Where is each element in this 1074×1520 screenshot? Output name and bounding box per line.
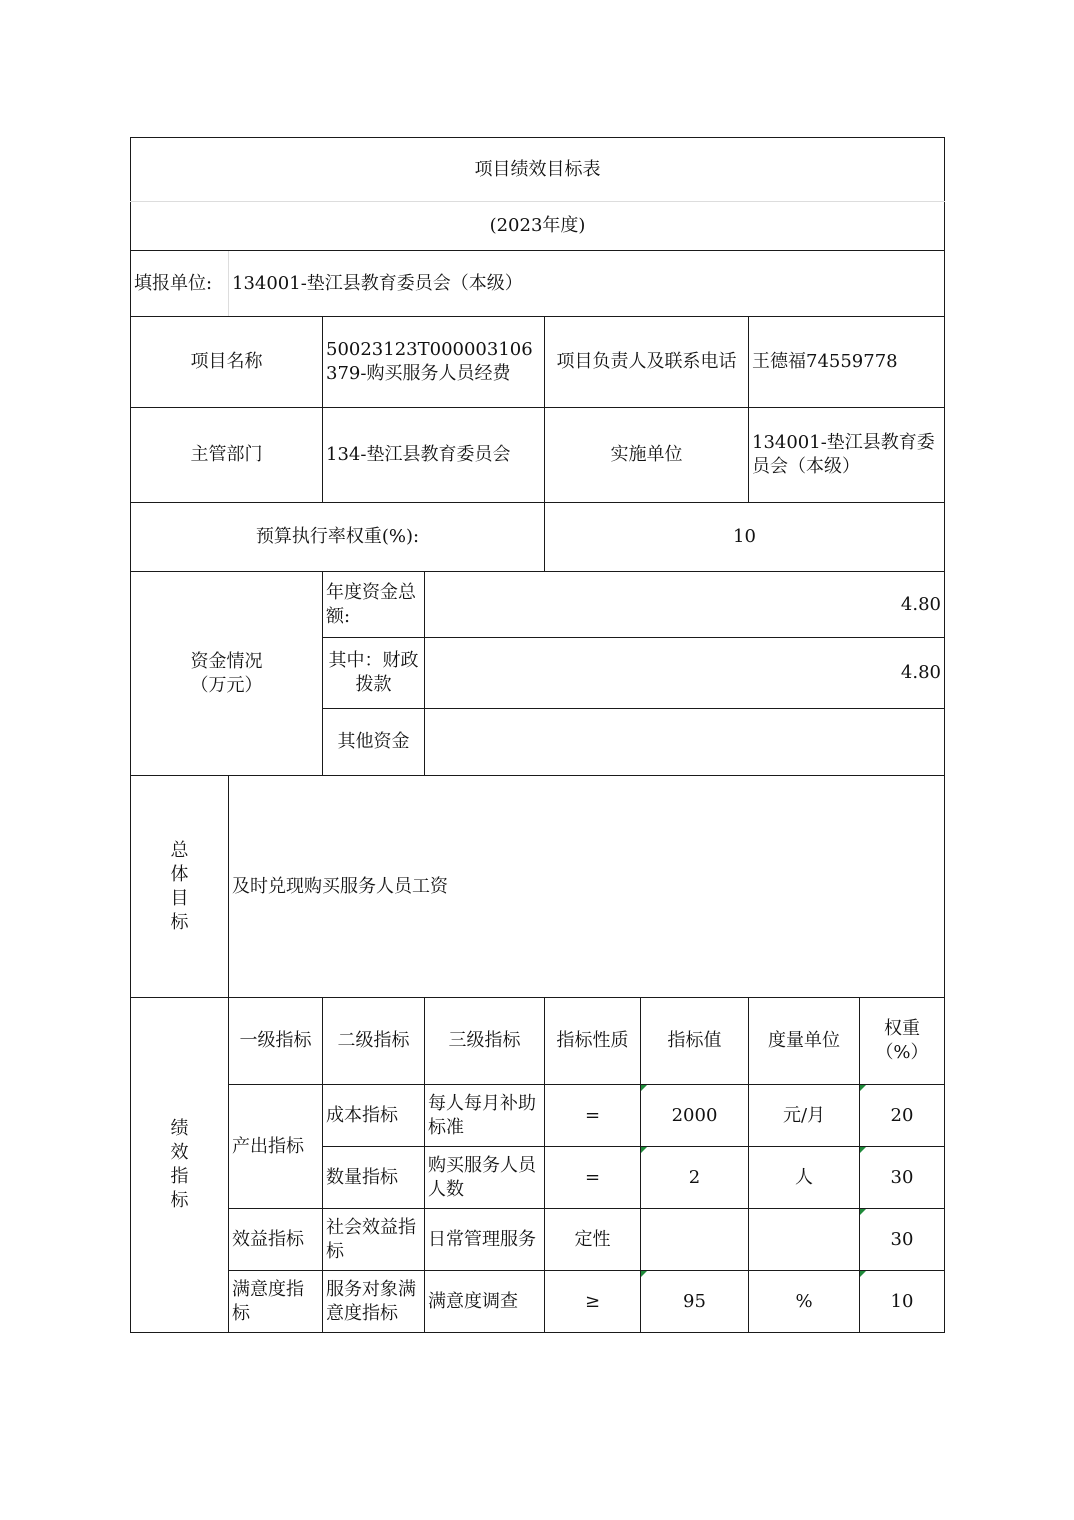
project-contact-value: 王德福74559778 [749,317,945,408]
row-level2: 数量指标 [323,1147,425,1209]
filler-label: 填报单位: [131,251,229,317]
table-title: 项目绩效目标表 [131,138,945,202]
funds-total-value: 4.80 [425,572,945,638]
output-indicator-label: 产出指标 [229,1085,323,1209]
goal-char: 体 [170,863,189,885]
row-level3: 购买服务人员人数 [425,1147,545,1209]
header-level2: 二级指标 [323,998,425,1085]
header-level1: 一级指标 [229,998,323,1085]
dept-value: 134-垫江县教育委员会 [323,408,545,503]
satisfaction-level2: 服务对象满意度指标 [323,1271,425,1333]
satisfaction-value: 95 [641,1271,749,1333]
row-level2: 成本指标 [323,1085,425,1147]
header-weight: 权重（%） [860,998,945,1085]
row-weight: 30 [860,1147,945,1209]
project-name-label: 项目名称 [131,317,323,408]
goal-char: 目 [170,887,189,909]
indicator-char: 绩 [170,1118,189,1139]
benefit-level2: 社会效益指标 [323,1209,425,1271]
benefit-level3: 日常管理服务 [425,1209,545,1271]
goal-char: 标 [170,911,189,933]
satisfaction-unit: % [749,1271,860,1333]
benefit-nature: 定性 [545,1209,641,1271]
overall-goal-text: 及时兑现购买服务人员工资 [229,776,945,998]
row-unit: 人 [749,1147,860,1209]
row-unit: 元/月 [749,1085,860,1147]
budget-weight-label: 预算执行率权重(%): [131,503,545,572]
overall-goal-label [131,776,229,998]
satisfaction-nature: ≥ [545,1271,641,1333]
row-weight: 20 [860,1085,945,1147]
satisfaction-level3: 满意度调查 [425,1271,545,1333]
indicators-label [131,998,229,1333]
row-value: 2000 [641,1085,749,1147]
indicator-char: 效 [170,1142,189,1163]
funds-other-label: 其他资金 [323,709,425,776]
header-unit: 度量单位 [749,998,860,1085]
benefit-value [641,1209,749,1271]
table-subtitle: (2023年度) [131,202,945,251]
project-contact-label: 项目负责人及联系电话 [545,317,749,408]
benefit-weight: 30 [860,1209,945,1271]
indicator-char: 标 [170,1190,189,1211]
indicator-char: 指 [170,1166,189,1187]
filler-value: 134001-垫江县教育委员会（本级） [229,251,945,317]
funds-fiscal-value: 4.80 [425,638,945,709]
satisfaction-weight: 10 [860,1271,945,1333]
performance-target-table [130,137,945,1333]
budget-weight-value: 10 [545,503,945,572]
header-value: 指标值 [641,998,749,1085]
benefit-unit [749,1209,860,1271]
impl-label: 实施单位 [545,408,749,503]
benefit-level1: 效益指标 [229,1209,323,1271]
row-value: 2 [641,1147,749,1209]
funds-total-label: 年度资金总额: [323,572,425,638]
funds-other-value [425,709,945,776]
dept-label: 主管部门 [131,408,323,503]
satisfaction-level1: 满意度指标 [229,1271,323,1333]
row-nature: = [545,1147,641,1209]
header-level3: 三级指标 [425,998,545,1085]
goal-char: 总 [170,839,189,861]
funds-label [131,572,323,776]
funds-label-line1: 资金情况 [190,650,263,672]
project-name-value: 50023123T000003106379-购买服务人员经费 [323,317,545,408]
header-nature: 指标性质 [545,998,641,1085]
funds-fiscal-label: 其中：财政拨款 [323,638,425,709]
row-nature: = [545,1085,641,1147]
impl-value: 134001-垫江县教育委员会（本级） [749,408,945,503]
funds-label-line2: （万元） [190,674,263,696]
row-level3: 每人每月补助标准 [425,1085,545,1147]
